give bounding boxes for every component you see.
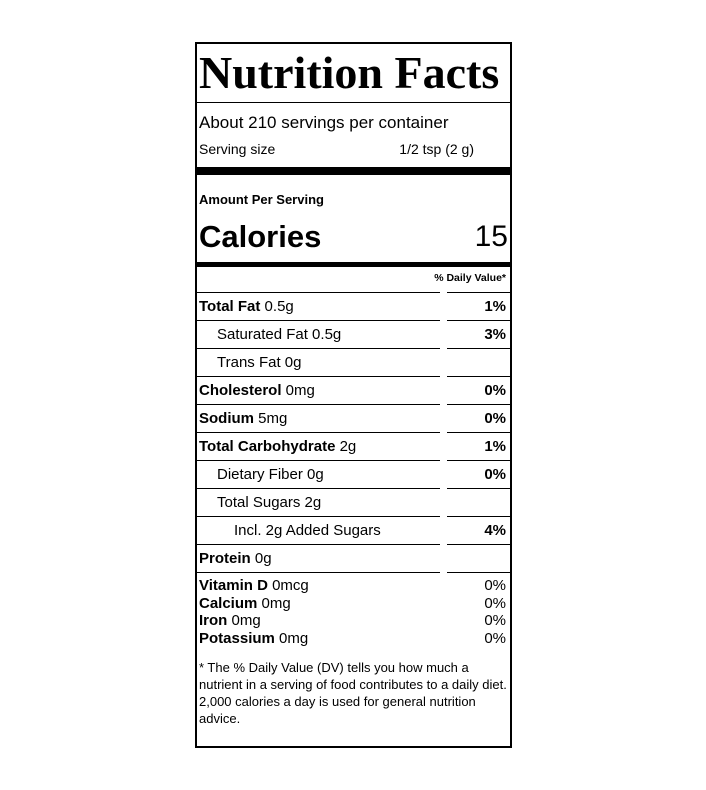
nutrient-row	[197, 404, 510, 432]
micronutrient-name: Potassium	[199, 629, 275, 647]
nutrient-row	[197, 544, 510, 572]
serving-size-value: 1/2 tsp (2 g)	[399, 141, 474, 157]
nutrient-name: Dietary Fiber	[217, 466, 303, 483]
daily-value-header: % Daily Value*	[434, 272, 506, 284]
thick-divider-bar	[197, 167, 510, 175]
nutrient-name-cell	[197, 432, 440, 460]
micronutrient-name: Calcium	[199, 594, 258, 612]
nutrient-amount: 5mg	[254, 410, 288, 427]
nutrient-name: Cholesterol	[199, 382, 282, 399]
nutrient-amount: 0mg	[281, 382, 315, 399]
calories-row	[197, 207, 510, 255]
micronutrient-name: Vitamin D	[199, 577, 268, 594]
nutrient-dv-cell	[447, 544, 510, 572]
nutrient-name: Total Sugars	[217, 494, 301, 511]
nutrient-amount: 0g	[250, 550, 272, 567]
nutrient-name: Saturated Fat	[217, 326, 308, 343]
micronutrient-line	[199, 630, 440, 648]
micronutrient-names-column	[197, 572, 440, 647]
footnote: * The % Daily Value (DV) tells you how much a nutrient in a serving of food contributes to a daily diet. 2,000 calories a day is used for general nutrition advice.	[199, 660, 507, 726]
nutrient-row	[197, 376, 510, 404]
nutrient-dv-cell: 0%	[447, 460, 510, 488]
servings-per-container: About 210 servings per container	[199, 113, 449, 132]
nutrient-dv-cell: 1%	[447, 432, 510, 460]
micronutrient-amount: 0mg	[257, 594, 291, 612]
nutrient-dv-cell: 0%	[447, 404, 510, 432]
nutrient-name: Total Carbohydrate	[199, 438, 336, 455]
nutrient-name-cell	[197, 404, 440, 432]
nutrient-dv-cell: 3%	[447, 320, 510, 348]
nutrient-row	[197, 488, 510, 516]
serving-size-row	[197, 133, 510, 157]
nutrient-name-cell	[197, 516, 440, 544]
nutrient-amount: 2g	[335, 438, 357, 455]
nutrient-amount: 2g	[300, 494, 322, 511]
micronutrient-dv: 0%	[484, 594, 506, 612]
nutrient-dv-cell: 1%	[447, 292, 510, 320]
amount-per-serving-label: Amount Per Serving	[199, 192, 324, 207]
nutrient-name-cell	[197, 348, 440, 376]
micronutrient-dv-column	[447, 572, 510, 647]
nutrient-amount: 0g	[302, 466, 324, 483]
micronutrient-amount: 0mg	[274, 629, 309, 647]
nutrient-name-cell	[197, 320, 440, 348]
nutrient-amount: 0.5g	[307, 326, 342, 343]
nutrient-row	[197, 320, 510, 348]
nutrient-name-cell	[197, 544, 440, 572]
micronutrient-amount: 0mg	[227, 612, 261, 629]
micronutrient-section	[197, 572, 510, 647]
nutrient-name-cell	[197, 488, 440, 516]
nutrient-dv-cell: 0%	[447, 376, 510, 404]
nutrient-name: Incl. 2g Added Sugars	[234, 522, 381, 539]
nutrient-amount: 0.5g	[260, 298, 294, 315]
nutrient-name-cell	[197, 460, 440, 488]
nutrient-row	[197, 460, 510, 488]
micronutrient-dv: 0%	[484, 612, 506, 629]
nutrient-name: Sodium	[199, 410, 254, 427]
nutrient-name-cell	[197, 292, 440, 320]
micronutrient-line	[199, 577, 440, 595]
micronutrient-line	[199, 595, 440, 613]
nutrient-dv-cell: 4%	[447, 516, 510, 544]
nutrient-name: Trans Fat	[217, 354, 281, 371]
nutrition-facts-label	[195, 42, 512, 748]
nutrient-row	[197, 348, 510, 376]
nutrient-row	[197, 432, 510, 460]
micronutrient-dv: 0%	[484, 577, 506, 594]
micronutrient-amount: 0mcg	[267, 577, 309, 594]
nutrient-row	[197, 292, 510, 320]
nutrient-name: Protein	[199, 550, 251, 567]
micronutrient-dv: 0%	[484, 629, 506, 647]
label-title: Nutrition Facts	[197, 44, 510, 103]
micronutrient-line	[199, 612, 440, 630]
nutrient-dv-cell	[447, 488, 510, 516]
nutrient-row	[197, 516, 510, 544]
nutrient-name: Total Fat	[199, 298, 261, 315]
calories-value: 15	[474, 220, 508, 253]
nutrient-amount: 0g	[280, 354, 302, 371]
calories-label: Calories	[199, 219, 322, 254]
serving-size-label: Serving size	[199, 141, 276, 157]
micronutrient-name: Iron	[199, 612, 228, 629]
nutrient-dv-cell	[447, 348, 510, 376]
nutrient-rows	[197, 292, 510, 572]
nutrient-name-cell	[197, 376, 440, 404]
